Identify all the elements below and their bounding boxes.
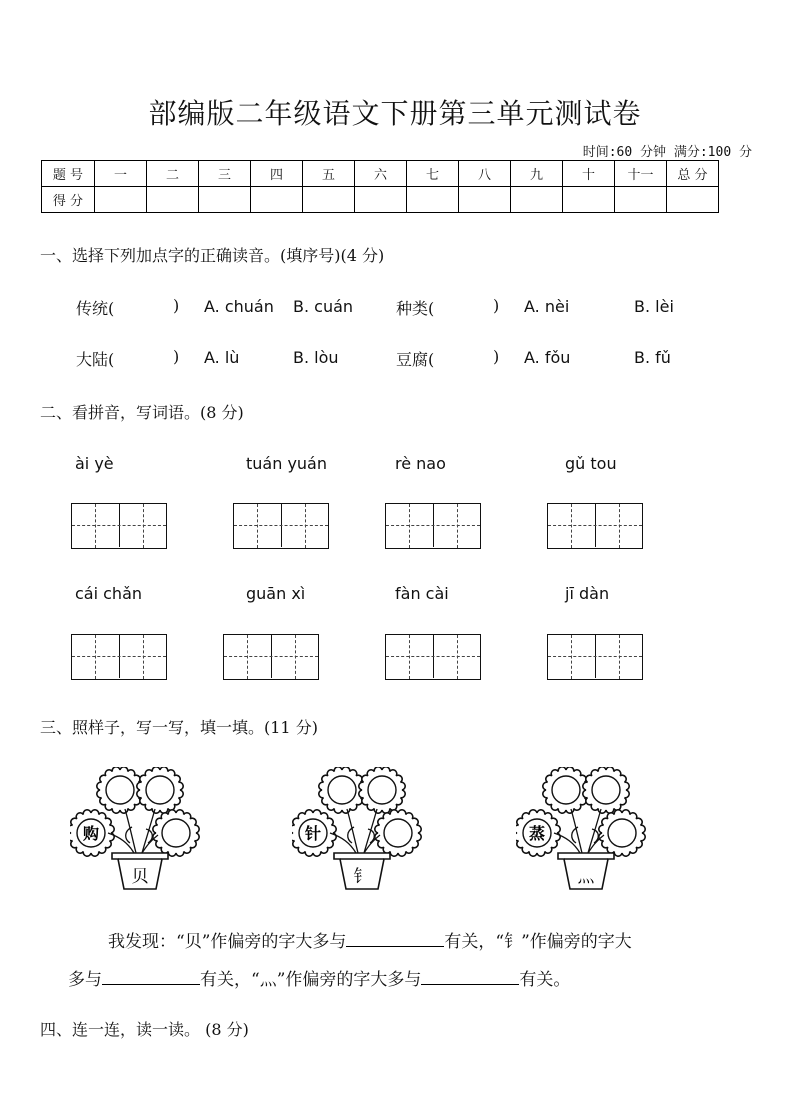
answer-paren-close[interactable]: )	[173, 296, 180, 315]
section1-heading: 一、选择下列加点字的正确读音。(填序号)(4 分)	[40, 246, 385, 265]
question-word: 传统(	[76, 299, 115, 318]
discovery-text: 多与	[68, 970, 102, 990]
option-b: B. fǔ	[634, 348, 671, 367]
flower-right[interactable]	[375, 810, 421, 856]
pinyin-label: cái chǎn	[75, 584, 143, 603]
score-col: 七	[407, 161, 459, 187]
flower-top-right[interactable]	[359, 767, 405, 813]
flower-top-left[interactable]	[319, 767, 365, 813]
score-cell[interactable]	[147, 187, 199, 213]
score-table-row-label: 得 分	[42, 187, 95, 213]
score-col: 六	[355, 161, 407, 187]
flower-stems	[554, 809, 604, 853]
score-col: 九	[511, 161, 563, 187]
radical-character: 贝	[131, 867, 149, 887]
pinyin-label: tuán yuán	[246, 454, 327, 473]
radical-character: 钅	[353, 867, 371, 887]
score-col: 五	[303, 161, 355, 187]
answer-blank[interactable]	[421, 968, 519, 985]
option-a: A. nèi	[524, 297, 570, 316]
score-cell[interactable]	[667, 187, 719, 213]
option-a: A. fǒu	[524, 348, 571, 367]
flower-top-left[interactable]	[543, 767, 589, 813]
pinyin-label: guān xì	[246, 584, 306, 603]
writing-grid[interactable]	[547, 634, 643, 680]
answer-blank[interactable]	[102, 968, 200, 985]
score-col: 总 分	[667, 161, 719, 187]
flower-pot-illustration	[516, 767, 651, 892]
pinyin-label: fàn cài	[395, 584, 449, 603]
exam-meta: 时间:60 分钟 满分:100 分	[582, 145, 752, 160]
pinyin-label: gǔ tou	[565, 454, 617, 473]
score-col: 八	[459, 161, 511, 187]
score-cell[interactable]	[251, 187, 303, 213]
pinyin-label: ài yè	[75, 454, 114, 473]
answer-paren-close[interactable]: )	[173, 347, 180, 366]
writing-grid[interactable]	[385, 503, 481, 549]
score-table-row-label: 题 号	[42, 161, 95, 187]
flower-pot-illustration	[292, 767, 427, 892]
score-cell[interactable]	[407, 187, 459, 213]
score-table-header-row	[42, 161, 719, 187]
example-character: 针	[304, 824, 322, 843]
score-cell[interactable]	[563, 187, 615, 213]
score-cell[interactable]	[459, 187, 511, 213]
writing-grid[interactable]	[71, 503, 167, 549]
flower-stems	[330, 809, 380, 853]
answer-paren-close[interactable]: )	[493, 347, 500, 366]
section2-heading: 二、看拼音，写词语。(8 分)	[40, 403, 244, 422]
score-cell[interactable]	[199, 187, 251, 213]
score-col: 一	[95, 161, 147, 187]
score-col: 十一	[615, 161, 667, 187]
section3-heading: 三、照样子，写一写，填一填。(11 分)	[40, 718, 318, 737]
flower-top-right[interactable]	[137, 767, 183, 813]
pinyin-label: jī dàn	[565, 584, 610, 603]
flower-pot-illustration	[70, 767, 205, 892]
option-b: B. lèi	[634, 297, 674, 316]
writing-grid[interactable]	[233, 503, 329, 549]
writing-grid[interactable]	[385, 634, 481, 680]
section4-heading: 四、连一连，读一读。 (8 分)	[40, 1020, 249, 1039]
discovery-text: 我发现：“贝”作偏旁的字大多与	[108, 932, 347, 952]
flower-right[interactable]	[599, 810, 645, 856]
discovery-text: 有关，“灬”作偏旁的字大多与	[200, 970, 422, 990]
score-cell[interactable]	[303, 187, 355, 213]
question-word: 种类(	[396, 299, 435, 318]
writing-grid[interactable]	[223, 634, 319, 680]
score-cell[interactable]	[615, 187, 667, 213]
score-cell[interactable]	[95, 187, 147, 213]
question-word: 大陆(	[76, 350, 115, 369]
discovery-line-1	[108, 927, 632, 952]
flower-right[interactable]	[153, 810, 199, 856]
writing-grid[interactable]	[71, 634, 167, 680]
score-col: 四	[251, 161, 303, 187]
score-cell[interactable]	[355, 187, 407, 213]
radical-character: 灬	[577, 867, 595, 887]
option-a: A. chuán	[204, 297, 274, 316]
example-character: 购	[82, 824, 100, 843]
discovery-text: 有关。	[519, 970, 571, 990]
option-b: B. cuán	[293, 297, 354, 316]
flower-stems	[108, 809, 158, 853]
score-table	[41, 160, 719, 213]
answer-paren-close[interactable]: )	[493, 296, 500, 315]
discovery-text: 有关，“钅”作偏旁的字大	[444, 932, 632, 952]
flower-top-left[interactable]	[97, 767, 143, 813]
score-col: 三	[199, 161, 251, 187]
option-a: A. lù	[204, 348, 240, 367]
discovery-line-2	[68, 965, 570, 990]
score-col: 二	[147, 161, 199, 187]
question-word: 豆腐(	[396, 350, 435, 369]
answer-blank[interactable]	[346, 930, 444, 947]
page-title: 部编版二年级语文下册第三单元测试卷	[148, 97, 642, 130]
flower-top-right[interactable]	[583, 767, 629, 813]
option-b: B. lòu	[293, 348, 339, 367]
pinyin-label: rè nao	[395, 454, 446, 473]
writing-grid[interactable]	[547, 503, 643, 549]
score-table-score-row	[42, 187, 719, 213]
score-col: 十	[563, 161, 615, 187]
example-character: 蒸	[528, 824, 546, 843]
score-cell[interactable]	[511, 187, 563, 213]
